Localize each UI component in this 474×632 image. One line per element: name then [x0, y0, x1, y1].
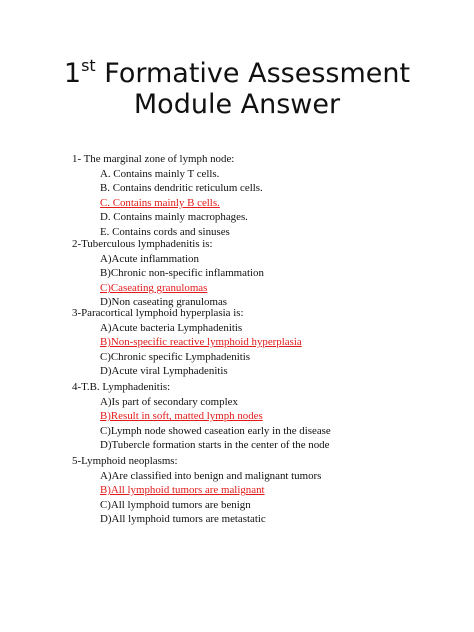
- question-block-4: [72, 380, 331, 453]
- answer-option: D)All lymphoid tumors are metastatic: [100, 513, 266, 526]
- answer-option: C)Lymph node showed caseation early in the disease: [100, 424, 331, 437]
- answer-option: A)Are classified into benign and malignant tumors: [100, 469, 322, 482]
- title-text: Formative Assessment: [95, 58, 411, 89]
- title-number: 1: [63, 58, 82, 89]
- page-title-line-1: [0, 58, 474, 93]
- question-block-1: [72, 152, 263, 240]
- correct-answer-text: B)Result in soft, matted lymph nodes: [100, 410, 263, 423]
- answer-option: C)Chronic specific Lymphadenitis: [100, 350, 251, 363]
- answer-option: A. Contains mainly T cells.: [100, 167, 220, 180]
- answer-option: C)All lymphoid tumors are benign: [100, 498, 251, 511]
- answer-option: D)Acute viral Lymphadenitis: [100, 365, 228, 378]
- question-text: 4-T.B. Lymphadenitis:: [72, 381, 171, 393]
- question-text: 2-Tuberculous lymphadenitis is:: [72, 238, 213, 250]
- question-text: 3-Paracortical lymphoid hyperplasia is:: [72, 307, 244, 319]
- correct-answer-text: B)All lymphoid tumors are malignant: [100, 484, 265, 497]
- answer-option-correct: [72, 409, 331, 424]
- answer-option: D)Tubercle formation starts in the center of the node: [100, 439, 330, 452]
- answer-option-correct: [72, 335, 302, 350]
- question-text: 1- The marginal zone of lymph node:: [72, 153, 235, 165]
- answer-option: B. Contains dendritic reticulum cells.: [100, 182, 263, 195]
- question-text: 5-Lymphoid neoplasms:: [72, 455, 178, 467]
- question-block-3: [72, 306, 302, 379]
- correct-answer-text: C. Contains mainly B cells.: [100, 196, 220, 209]
- correct-answer-text: B)Non-specific reactive lymphoid hyperplasia: [100, 336, 302, 349]
- answer-option-correct: [72, 483, 321, 498]
- question-block-5: [72, 454, 321, 527]
- correct-answer-text: C)Caseating granulomas: [100, 281, 208, 294]
- answer-option-correct: [72, 196, 263, 211]
- page-title-line-2: Module Answer: [133, 89, 341, 120]
- answer-option: D. Contains mainly macrophages.: [100, 211, 248, 224]
- answer-option: A)Acute inflammation: [100, 252, 199, 265]
- title-superscript: st: [81, 56, 96, 75]
- answer-option: D)Non caseating granulomas: [100, 296, 228, 309]
- answer-option: B)Chronic non-specific inflammation: [100, 267, 264, 280]
- answer-option: A)Acute bacteria Lymphadenitis: [100, 321, 243, 334]
- answer-option: A)Is part of secondary complex: [100, 395, 238, 408]
- question-block-2: [72, 237, 264, 310]
- answer-option: E. Contains cords and sinuses: [100, 225, 230, 238]
- answer-option-correct: [72, 281, 264, 296]
